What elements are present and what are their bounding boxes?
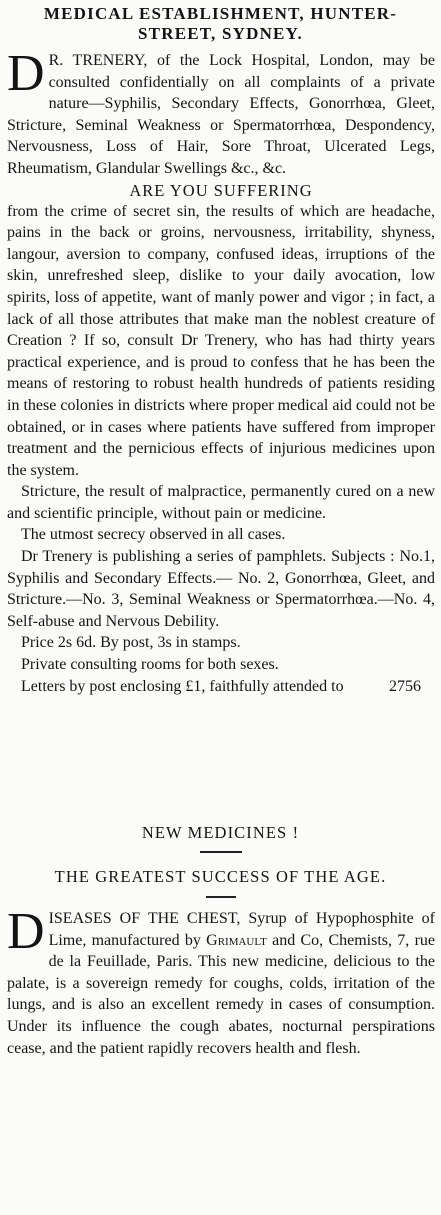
ad1-price-line: Price 2s 6d. By post, 3s in stamps. (21, 634, 241, 652)
ad1-rooms-line: Private consulting rooms for both sexes. (21, 656, 279, 674)
ad1-main-paragraph: from the crime of secret sin, the results of which are headache, pains in the back or groins, nervousness, irritability, shyness, langour, aversion to company, confused ideas, irruptions of the skin, unrefreshed sleep, dislike to your daily avocation, low spirits, loss of appetite, want of manly power and vigor ; in fact, a lack of all those attributes that make man the noblest creature of Creation ? If so, consult Dr Trenery, who has had thirty years practical experience, and is proud to confess that he has been the means of restoring to robust health hundreds of patients residing in these colonies in districts where proper medical aid could not be obtained, or in cases where patients have suffered from improper treatment and the pernicious effects of injurious medicines upon the system. (7, 202, 435, 479)
ad2-maker: Grimault (206, 931, 267, 949)
ad1-ref-number: 2756 (389, 677, 421, 695)
ad1-letters-row (7, 676, 435, 698)
ad2-caps-text: ISEASES OF THE CHEST, (48, 910, 241, 927)
ad1-letters-line: Letters by post enclosing £1, faithfully attended to (21, 677, 344, 695)
ad1-intro-paragraph (7, 45, 435, 180)
ad2-dropcap: D (7, 903, 45, 960)
ad2-short-rule (200, 851, 242, 853)
ad1-body (7, 45, 435, 697)
ad2-text-a: Syrup of Hypophosphite of Lime, manufactured by (48, 910, 436, 949)
ad2-short-rule-2 (206, 896, 236, 898)
ad1-dropcap: D (7, 45, 45, 102)
ad1-subhead: ARE YOU SUFFERING (129, 180, 313, 200)
ad1-stricture-paragraph: Stricture, the result of malpractice, permanently cured on a new and scientific principle, without pain or medicine. (7, 483, 435, 522)
ad2-paragraph (7, 903, 436, 1059)
ad1-intro: R. TRENERY, of the Lock Hospital, London, may be consulted confidentially on all complaints of a private nature—Syphilis, Secondary Effects, Gonorrhœa, Gleet, Stricture, Seminal Weakness or Spermatorrhœa, Despondency, Nervousness, Loss of Hair, Sore Throat, Ulcerated Legs, Rheumatism, Glandular Swellings &c., &c. (7, 52, 435, 177)
ad1-title-line2: STREET, SYDNEY. (138, 24, 303, 43)
ad1-secrecy-line: The utmost secrecy observed in all cases. (21, 526, 286, 544)
ad2-text-b: and Co, Chemists, 7, rue de la Feuillade, Paris. This new medicine, delicious to the palate, is a sovereign remedy for coughs, colds, irritation of the lungs, and is also an excellent remedy in cases of consumption. Under its influence the cough abates, nocturnal perspirations cease, and the patient rapidly recovers health and flesh. (7, 931, 436, 1057)
ad1-title-line1: MEDICAL ESTABLISHMENT, HUNTER- (43, 4, 398, 23)
ad2-body (7, 903, 436, 1059)
ad2-heading: NEW MEDICINES ! (141, 823, 300, 842)
ad1-pamphlets-paragraph: Dr Trenery is publishing a series of pamphlets. Subjects : No.1, Syphilis and Secondary Effects.— No. 2, Gonorrhœa, Gleet, and Stricture.—No. 3, Seminal Weakness or Spermatorrhœa.—No. 4, Self-abuse and Nervous Debility. (7, 548, 435, 630)
ad2-subheading: THE GREATEST SUCCESS OF THE AGE. (54, 867, 387, 886)
